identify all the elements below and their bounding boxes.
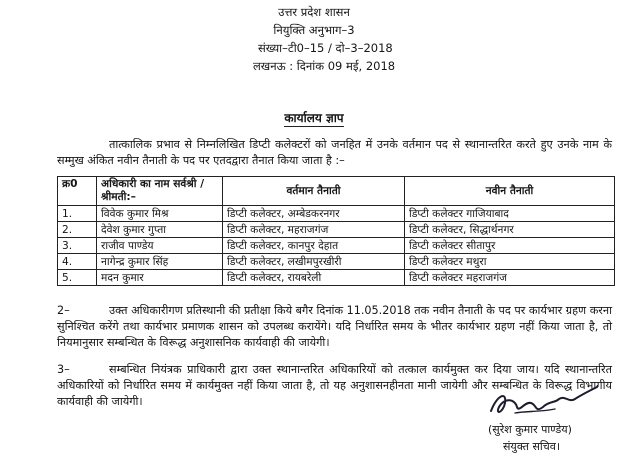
signatory-name: (सुरेश कुमार पाण्डेय) (488, 423, 572, 436)
cell-current-posting: डिप्टी कलेक्टर, अम्बेडकरनगर (223, 206, 405, 222)
cell-new-posting: डिप्टी कलेक्टर सीतापुर (405, 238, 615, 254)
memo-title-text: कार्यालय ज्ञाप (284, 111, 344, 125)
handwritten-signature (485, 385, 605, 423)
paragraph-2-number: 2– (57, 304, 70, 317)
table-row (58, 222, 615, 238)
cell-current-posting: डिप्टी कलेक्टर, महराजगंज (223, 222, 405, 238)
paragraph-2-text: उक्त अधिकारीगण प्रतिस्थानी की प्रतीक्षा किये बगैर दिनांक 11.05.2018 तक नवीन तैनाती के पद पर कार्यभार ग्रहण करना सुनिश्चित करेंगे तथा कार्यभार प्रमाणक शासन को उपलब्ध करायेंगे। यदि निर्धारित समय के भीतर कार्यभार ग्रहण नहीं किया जाता है, तो नियमानुसार सम्बन्धित के विरूद्ध अनुशासनिक कार्यवाही की जायेगी। (57, 304, 612, 349)
cell-new-posting: डिप्टी कलेक्टर मथुरा (405, 254, 615, 270)
table-header-row (58, 177, 615, 206)
transfer-table (57, 176, 615, 286)
table-row (58, 254, 615, 270)
cell-sno: 4. (58, 254, 97, 270)
header-current-posting: वर्तमान तैनाती (223, 177, 405, 206)
header-new-posting: नवीन तैनाती (405, 177, 615, 206)
cell-current-posting: डिप्टी कलेक्टर, लखीमपुरखीरी (223, 254, 405, 270)
cell-new-posting: डिप्टी कलेक्टर, सिद्धार्थनगर (405, 222, 615, 238)
cell-sno: 1. (58, 206, 97, 222)
signatory-designation: संयुक्त सचिव। (503, 440, 561, 453)
header-sno: क्र0 (58, 177, 97, 206)
table-row (58, 238, 615, 254)
paragraph-3-number: 3– (57, 363, 70, 376)
cell-officer-name: नागेन्द्र कुमार सिंह (97, 254, 223, 270)
table-row (58, 270, 615, 286)
cell-officer-name: मदन कुमार (97, 270, 223, 286)
cell-sno: 5. (58, 270, 97, 286)
cell-current-posting: डिप्टी कलेक्टर, रायबरेली (223, 270, 405, 286)
header-section: नियुक्ति अनुभाग–3 (273, 23, 355, 37)
cell-current-posting: डिप्टी कलेक्टर, कानपुर देहात (223, 238, 405, 254)
table-row (58, 206, 615, 222)
header-reference-number: संख्या–टी0–15 / दो–3–2018 (258, 41, 393, 55)
cell-sno: 3. (58, 238, 97, 254)
cell-new-posting: डिप्टी कलेक्टर महराजगंज (405, 270, 615, 286)
cell-sno: 2. (58, 222, 97, 238)
cell-officer-name: विवेक कुमार मिश्र (97, 206, 223, 222)
paragraph-3-text: सम्बन्धित नियंत्रक प्राधिकारी द्वारा उक्त स्थानान्तरित अधिकारियों को तत्काल कार्यमुक्त कर दिया जाय। यदि स्थानान्तरित अधिकारियों को निर्धारित समय में कार्यमुक्त नहीं किया जाता है, तो यह अनुशासनहीनता मानी जायेगी और सम्बन्धित के विरूद्ध विभागीय कार्यवाही की जायेगी। (57, 363, 612, 408)
cell-new-posting: डिप्टी कलेक्टर गाजियाबाद (405, 206, 615, 222)
header-officer-name: अधिकारी का नाम सर्वश्री / श्रीमती:– (97, 177, 223, 206)
paragraph-2 (57, 303, 612, 351)
intro-paragraph (57, 137, 612, 169)
cell-officer-name: राजीव पाण्डेय (97, 238, 223, 254)
header-place-date: लखनऊ : दिनांक 09 मई, 2018 (253, 59, 396, 73)
header-government: उत्तर प्रदेश शासन (278, 5, 350, 19)
intro-text: तात्कालिक प्रभाव से निम्नलिखित डिप्टी कलेक्टरों को जनहित में उनके वर्तमान पद से स्थानान्तरित करते हुए उनके नाम के सम्मुख अंकित नवीन तैनाती के पद पर एतदद्वारा तैनात किया जाता है :– (57, 138, 612, 167)
cell-officer-name: देवेश कुमार गुप्ता (97, 222, 223, 238)
memo-title (0, 109, 628, 126)
